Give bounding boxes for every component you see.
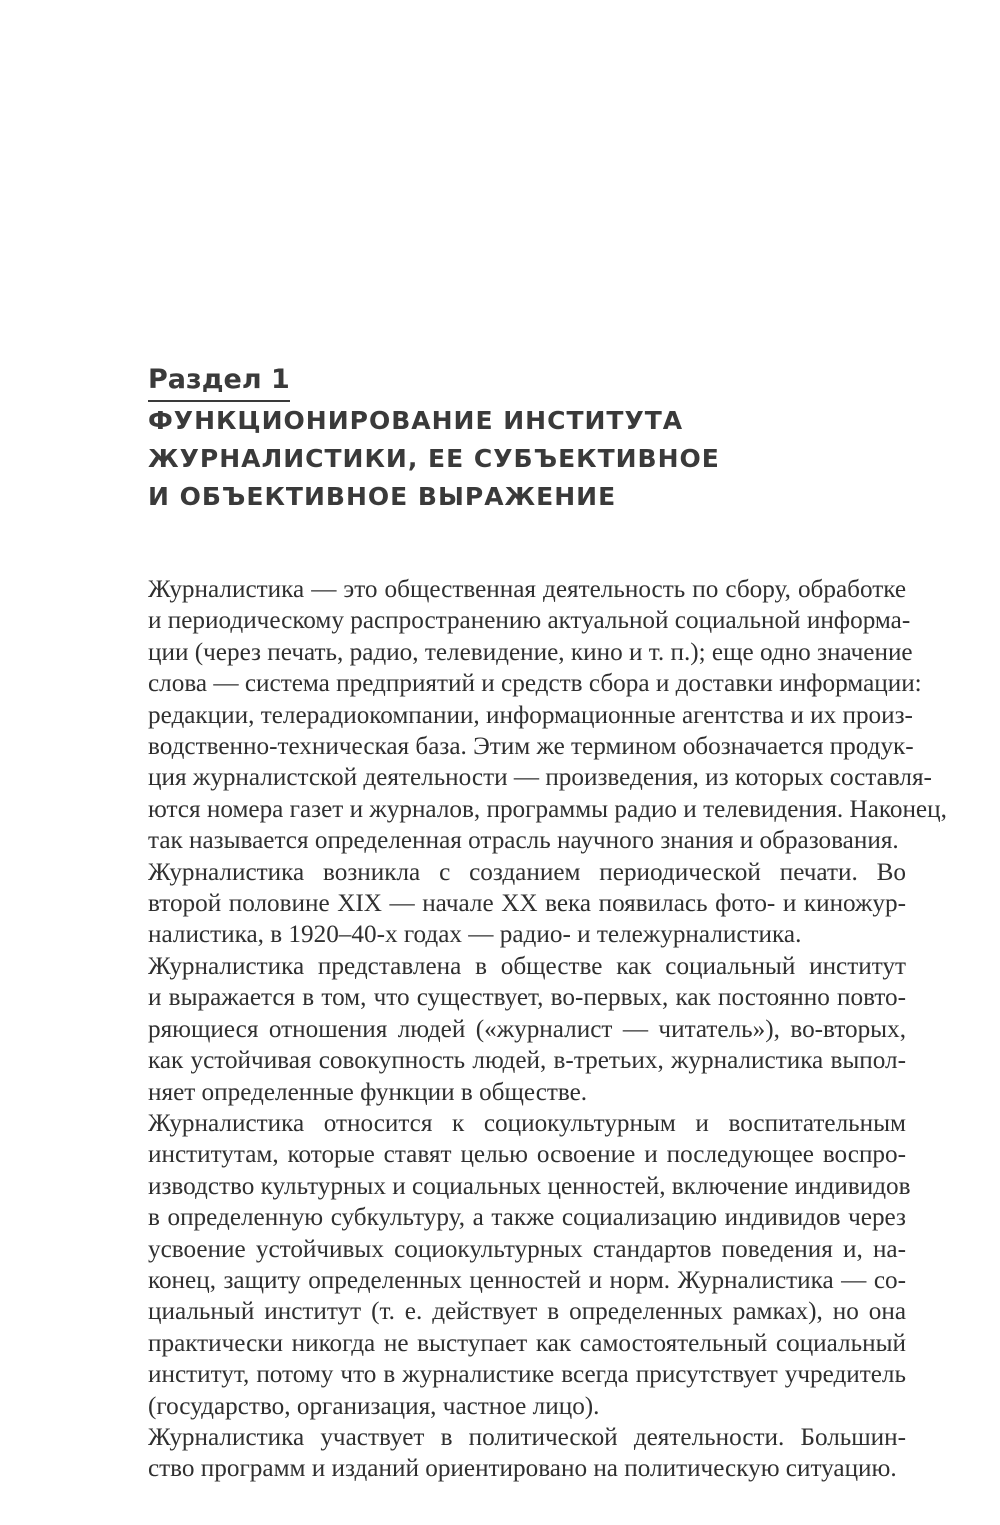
text-line: и периодическому распространению актуальной социальной информа- <box>148 607 911 635</box>
paragraph <box>148 857 906 951</box>
text-line: институт, потому что в журналистике всегда присутствует учредитель <box>148 1361 906 1389</box>
text-line: Журналистика участвует в политической деятельности. Большин- <box>148 1423 906 1451</box>
text-line: в определенную субкультуру, а также социализацию индивидов через <box>148 1204 906 1232</box>
text-line: и выражается в том, что существует, во-первых, как постоянно повто- <box>148 984 906 1012</box>
text-line: Журналистика — это общественная деятельность по сбору, обработке <box>148 576 906 603</box>
text-line: так называется определенная отрасль научного знания и образования. <box>148 827 899 855</box>
section-title-line: И ОБЪЕКТИВНОЕ ВЫРАЖЕНИЕ <box>148 482 617 511</box>
text-line: ство программ и изданий ориентировано на политическую ситуацию. <box>148 1455 897 1483</box>
section-title-line: ЖУРНАЛИСТИКИ, ЕЕ СУБЪЕКТИВНОЕ <box>148 444 720 473</box>
text-line: водственно-техническая база. Этим же термином обозначается продук- <box>148 733 914 761</box>
text-line: ция журналистской деятельности — произведения, из которых составля- <box>148 764 932 792</box>
text-line: ции (через печать, радио, телевидение, кино и т. п.); еще одно значение <box>148 638 913 666</box>
text-line: Журналистика возникла с созданием периодической печати. Во <box>148 858 906 886</box>
text-line: конец, защиту определенных ценностей и норм. Журналистика — со- <box>148 1266 906 1294</box>
text-line: Журналистика относится к социокультурным и воспитательным <box>148 1109 906 1137</box>
section-title <box>148 402 908 516</box>
text-line: редакции, телерадиокомпании, информационные агентства и их произ- <box>148 701 913 729</box>
text-line: Журналистика представлена в обществе как социальный институт <box>148 952 906 980</box>
text-line: няет определенные функции в обществе. <box>148 1078 588 1106</box>
text-line: изводство культурных и социальных ценностей, включение индивидов <box>148 1172 911 1200</box>
text-line: практически никогда не выступает как самостоятельный социальный <box>148 1329 906 1357</box>
text-line: второй половине XIX — начале XX века появилась фото- и киножур- <box>148 890 906 918</box>
text-line: институтам, которые ставят целью освоение и последующее воспро- <box>148 1141 906 1169</box>
text-line: (государство, организация, частное лицо). <box>148 1392 600 1420</box>
paragraph <box>148 1108 911 1422</box>
text-line: как устойчивая совокупность людей, в-третьих, журналистика выпол- <box>148 1047 906 1075</box>
text-line: ряющиеся отношения людей («журналист — читатель»), во-вторых, <box>148 1015 906 1043</box>
body-text <box>148 574 947 1485</box>
paragraph <box>148 1422 906 1485</box>
paragraph <box>148 574 947 857</box>
text-line: налистика, в 1920–40-х годах — радио- и тележурналистика. <box>148 921 802 949</box>
text-line: циальный институт (т. е. действует в определенных рамках), но она <box>148 1298 906 1326</box>
text-line: ются номера газет и журналов, программы радио и телевидения. Наконец, <box>148 795 947 823</box>
paragraph <box>148 951 906 1108</box>
text-line: усвоение устойчивых социокультурных стандартов поведения и, на- <box>148 1235 906 1263</box>
text-line: слова — система предприятий и средств сбора и доставки информации: <box>148 670 922 698</box>
section-label: Раздел 1 <box>148 362 290 402</box>
section-title-line: ФУНКЦИОНИРОВАНИЕ ИНСТИТУТА <box>148 406 684 435</box>
